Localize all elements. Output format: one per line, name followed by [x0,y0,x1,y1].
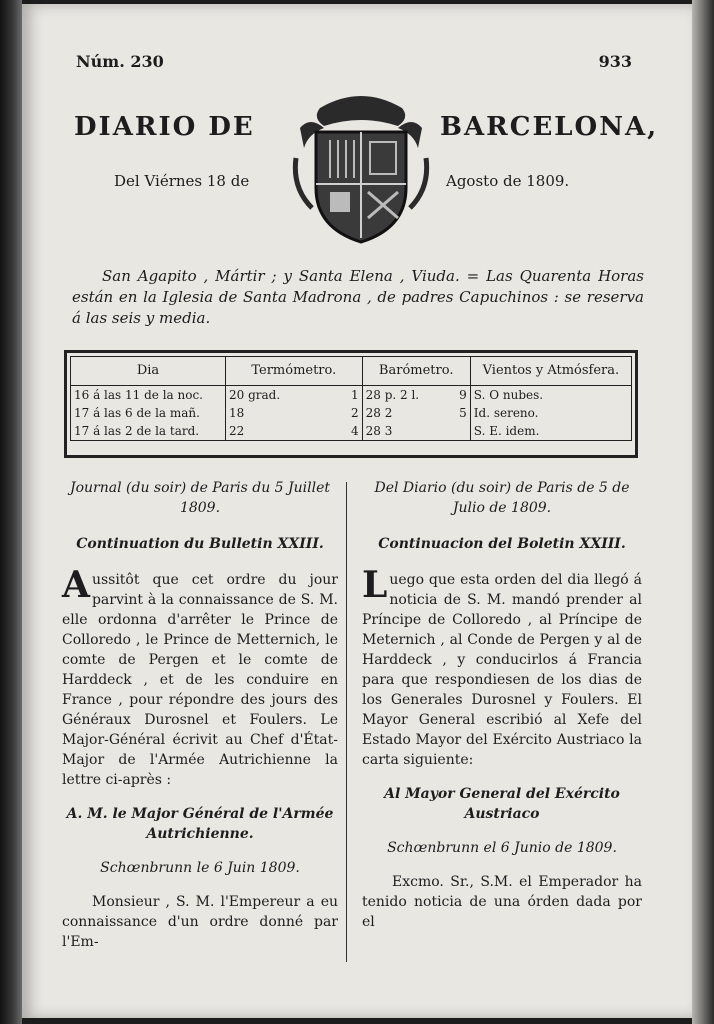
french-place-date: Schœnbrunn le 6 Juin 1809. [100,860,300,876]
cell-temp-frac: 4 [335,422,362,441]
col-header-dia: Dia [71,357,226,386]
cell-baro: 28 p. 2 l. [365,388,420,402]
page-edge [692,0,714,1024]
table-row [71,404,632,422]
french-address: A. M. le Major Général de l'Armée Autrichienne. [66,806,334,842]
spanish-letter-start: Excmo. Sr., S.M. el Emperador ha tenido noticia de una órden dada por el [362,874,642,930]
col-header-vientos: Vientos y Atmósfera. [470,357,631,386]
column-divider [346,482,347,962]
cell-temp: 20 grad. [229,388,281,402]
issue-number: Núm. 230 [76,52,164,71]
cell-baro-frac: 5 [450,404,471,422]
date-right: Agosto de 1809. [446,172,570,190]
table-row [71,422,632,441]
cell-temp-frac: 1 [335,386,362,405]
col-header-barometro: Barómetro. [362,357,470,386]
date-left: Del Viérnes 18 de [114,172,250,190]
french-letter-start: Monsieur , S. M. l'Empereur a eu connaissance d'un ordre donné par l'Em- [62,894,338,950]
page-number: 933 [598,52,632,71]
spanish-continuation: Continuacion del Boletin XXIII. [378,536,626,552]
cell-viento: Id. sereno. [473,406,539,420]
cell-viento: S. O nubes. [473,388,544,402]
cell-viento: S. E. idem. [473,424,540,438]
french-body: Aussitôt que cet ordre du jour parvint à la connaissance de S. M. elle ordonna d'arrêter le Prince de Colloredo , le Prince de Metternich, le comte de Pergen et le comte de Harddeck , et de les conduire en France , pour répondre des jours des Généraux Durosnel et Foulers. Le Major-Général écrivit au Chef d'État-Major de l'Armée Autrichienne la lettre ci-après : [62,564,338,788]
col-header-termometro: Termómetro. [226,357,363,386]
cell-baro: 28 2 [365,406,393,420]
spanish-heading: Del Diario (du soir) de Paris de 5 de Julio de 1809. [374,480,630,516]
table-row [71,386,632,405]
newspaper-page [22,4,692,1018]
spanish-place-date: Schœnbrunn el 6 Junio de 1809. [387,840,617,856]
french-heading: Journal (du soir) de Paris du 5 Juillet 1809. [69,480,331,516]
cell-baro: 28 3 [365,424,393,438]
cell-dia: 17 á las 6 de la mañ. [71,404,226,422]
french-column [62,478,338,952]
cell-baro-frac: 9 [450,386,471,405]
saints-of-the-day: San Agapito , Mártir ; y Santa Elena , Viuda. = Las Quarenta Horas están en la Iglesia de Santa Madrona , de padres Capuchinos : se reserva á las seis y media. [72,267,644,327]
book-spine [0,0,22,1024]
masthead-right: BARCELONA, [440,112,659,142]
cell-dia: 17 á las 2 de la tard. [71,422,226,441]
spanish-column [362,478,642,932]
spanish-address: Al Mayor General del Exército Austriaco [384,786,620,822]
cell-temp: 22 [229,424,245,438]
spanish-body: Luego que esta orden del dia llegó á noticia de S. M. mandó prender al Príncipe de Colloredo , al Príncipe de Meternich , al Conde de Pergen y al de Harddeck , y conducirlos á Francia para que respondiesen de los dias de los Generales Durosnel y Foulers. El Mayor General escribió al Xefe del Estado Mayor del Exército Austriaco la carta siguiente: [362,564,642,768]
weather-table [64,350,638,458]
french-continuation: Continuation du Bulletin XXIII. [76,536,324,552]
cell-dia: 16 á las 11 de la noc. [71,386,226,405]
cell-temp-frac: 2 [335,404,362,422]
cell-temp: 18 [229,406,245,420]
coat-of-arms-icon [290,88,432,248]
cell-baro-frac [450,422,471,441]
masthead-left: DIARIO DE [74,112,255,142]
